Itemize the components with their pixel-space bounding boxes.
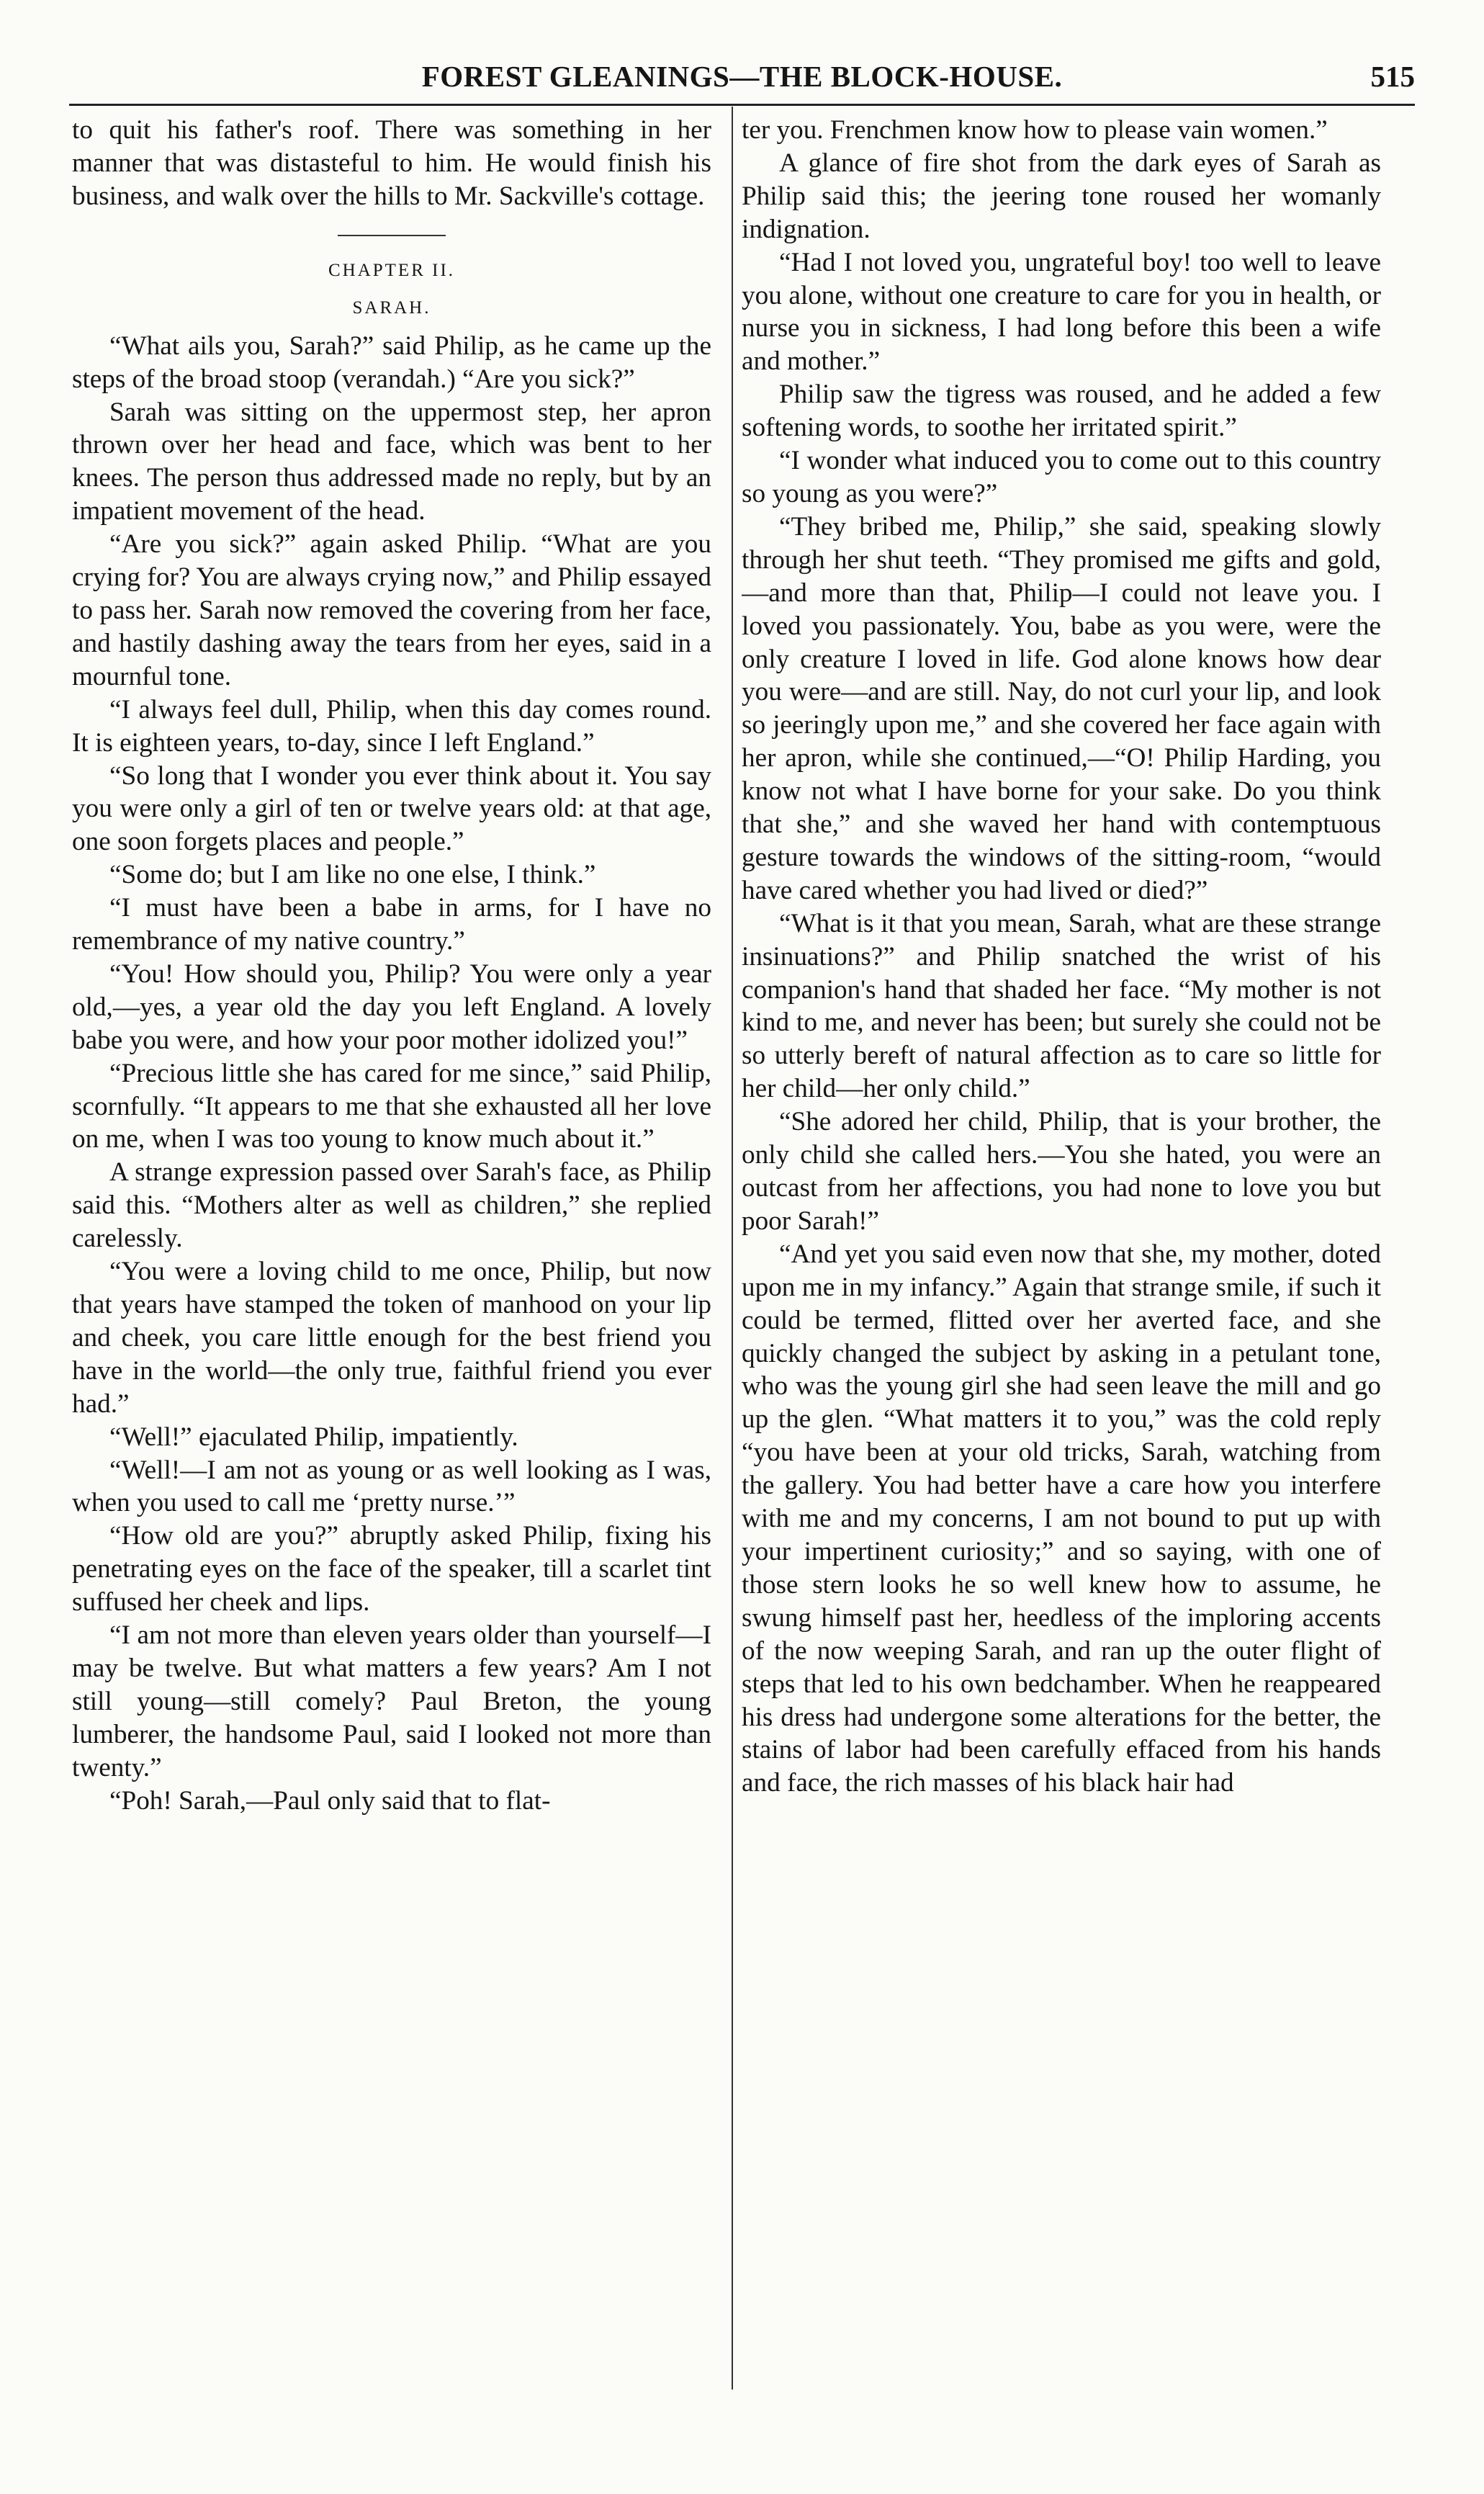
paragraph: “Had I not loved you, ungrateful boy! too well to leave you alone, without one creature to care for you in health, or nurse you in sickness, I had long before this been a wife and mother.” <box>742 247 1381 377</box>
paragraph: “I must have been a babe in arms, for I have no remembrance of my native country.” <box>72 893 711 956</box>
paragraph: “Are you sick?” again asked Philip. “What are you crying for? You are always crying now,” and Philip essayed to pass her. Sarah now removed the covering from her face, and hastily dashing away the tears from her eyes, said in a mournful tone. <box>72 529 711 691</box>
paragraph: A glance of fire shot from the dark eyes of Sarah as Philip said this; the jeering tone roused her womanly indignation. <box>742 148 1381 244</box>
paragraph: Sarah was sitting on the uppermost step, her apron thrown over her head and face, which was bent to her knees. The person thus addressed made no reply, but by an impatient movement of the head. <box>72 397 711 526</box>
column-divider <box>732 107 733 2390</box>
paragraph: to quit his father's roof. There was something in her manner that was distasteful to him. He would finish his business, and walk over the hills to Mr. Sackville's cottage. <box>72 115 711 211</box>
paragraph: “I am not more than eleven years older than yourself—I may be twelve. But what matters a few years? Am I not still young—still comely? Paul Breton, the young lumberer, the handsome Paul, said I looked not more than twenty.” <box>72 1620 711 1782</box>
paragraph: “She adored her child, Philip, that is your brother, the only child she called hers.—You she hated, you were an outcast from her affections, you had none to love you but poor Sarah!” <box>742 1107 1381 1236</box>
paragraph: “So long that I wonder you ever think about it. You say you were only a girl of ten or twelve years old: at that age, one soon forgets places and people.” <box>72 761 711 857</box>
paragraph: “Some do; but I am like no one else, I think.” <box>109 860 596 890</box>
paragraph: “Well!—I am not as young or as well looking as I was, when you used to call me ‘pretty nurse.’” <box>72 1455 711 1518</box>
paragraph: “And yet you said even now that she, my mother, doted upon me in my infancy.” Again that strange smile, if such it could be termed, flitted over her averted face, and she quickly changed the subject by asking in a petulant tone, who was the young girl she had seen leave the mill and go up the glen. “What matters it to you,” was the cold reply “you have been at your old tricks, Sarah, watching from the gallery. You had better have a care how you interfere with me and my concerns, I am not bound to put up with your impertinent curiosity;” and so saying, with one of those stern looks he so well knew how to assume, he swung himself past her, heedless of the imploring accents of the now weeping Sarah, and ran up the outer flight of steps that led to his own bedchamber. When he reappeared his dress had undergone some alterations for the better, the stains of labor had been carefully effaced from his hands and face, the rich masses of his black hair had <box>742 1239 1381 1798</box>
paragraph: A strange expression passed over Sarah's face, as Philip said this. “Mothers alter as well as children,” she replied carelessly. <box>72 1157 711 1254</box>
running-title: FOREST GLEANINGS—THE BLOCK-HOUSE. <box>421 60 1063 93</box>
paragraph: Philip saw the tigress was roused, and he added a few softening words, to soothe her irritated spirit.” <box>742 380 1381 443</box>
paragraph: “I always feel dull, Philip, when this day comes round. It is eighteen years, to-day, since I left England.” <box>72 694 711 758</box>
section-rule <box>338 235 446 236</box>
chapter-heading: CHAPTER II. <box>328 260 456 280</box>
paragraph: “Well!” ejaculated Philip, impatiently. <box>109 1422 518 1452</box>
paragraph: ter you. Frenchmen know how to please vain women.” <box>742 115 1328 145</box>
page-header <box>69 56 1415 106</box>
paragraph: “Precious little she has cared for me since,” said Philip, scornfully. “It appears to me that she exhausted all her love on me, when I was too young to know much about it.” <box>72 1058 711 1154</box>
paragraph: “They bribed me, Philip,” she said, speaking slowly through her shut teeth. “They promised me gifts and gold,—and more than that, Philip—I could not leave you. I loved you passionately. You, babe as you were, were the only creature I loved in life. God alone knows how dear you were—and are still. Nay, do not curl your lip, and look so jeeringly upon me,” and she covered her face again with her apron, while she continued,—“O! Philip Harding, you know not what I have borne for your sake. Do you think that she,” and she waved her hand with contemptuous gesture towards the windows of the sitting-room, “would have cared whether you had lived or died?” <box>742 511 1381 905</box>
paragraph: “You were a loving child to me once, Philip, but now that years have stamped the token of manhood on your lip and cheek, you care little enough for the best friend you have in the world—the only true, faithful friend you ever had.” <box>72 1257 711 1419</box>
page-number: 515 <box>1370 60 1415 93</box>
paragraph: “You! How should you, Philip? You were only a year old,—yes, a year old the day you left England. A lovely babe you were, and how your poor mother idolized you!” <box>72 959 711 1055</box>
paragraph: “Poh! Sarah,—Paul only said that to flat- <box>109 1785 551 1816</box>
paragraph: “What is it that you mean, Sarah, what are these strange insinuations?” and Philip snatched the wrist of his companion's hand that shaded her face. “My mother is not kind to me, and never has been; but surely she could not be so utterly bereft of natural affection as to care so little for her child—her only child.” <box>742 908 1381 1104</box>
paragraph: “What ails you, Sarah?” said Philip, as he came up the steps of the broad stoop (verandah.) “Are you sick?” <box>72 331 711 394</box>
chapter-title: SARAH. <box>352 297 431 318</box>
left-column <box>72 114 711 2390</box>
paragraph: “How old are you?” abruptly asked Philip, fixing his penetrating eyes on the face of the speaker, till a scarlet tint suffused her cheek and lips. <box>72 1521 711 1618</box>
right-column <box>742 114 1381 2390</box>
paragraph: “I wonder what induced you to come out to this country so young as you were?” <box>742 446 1381 508</box>
